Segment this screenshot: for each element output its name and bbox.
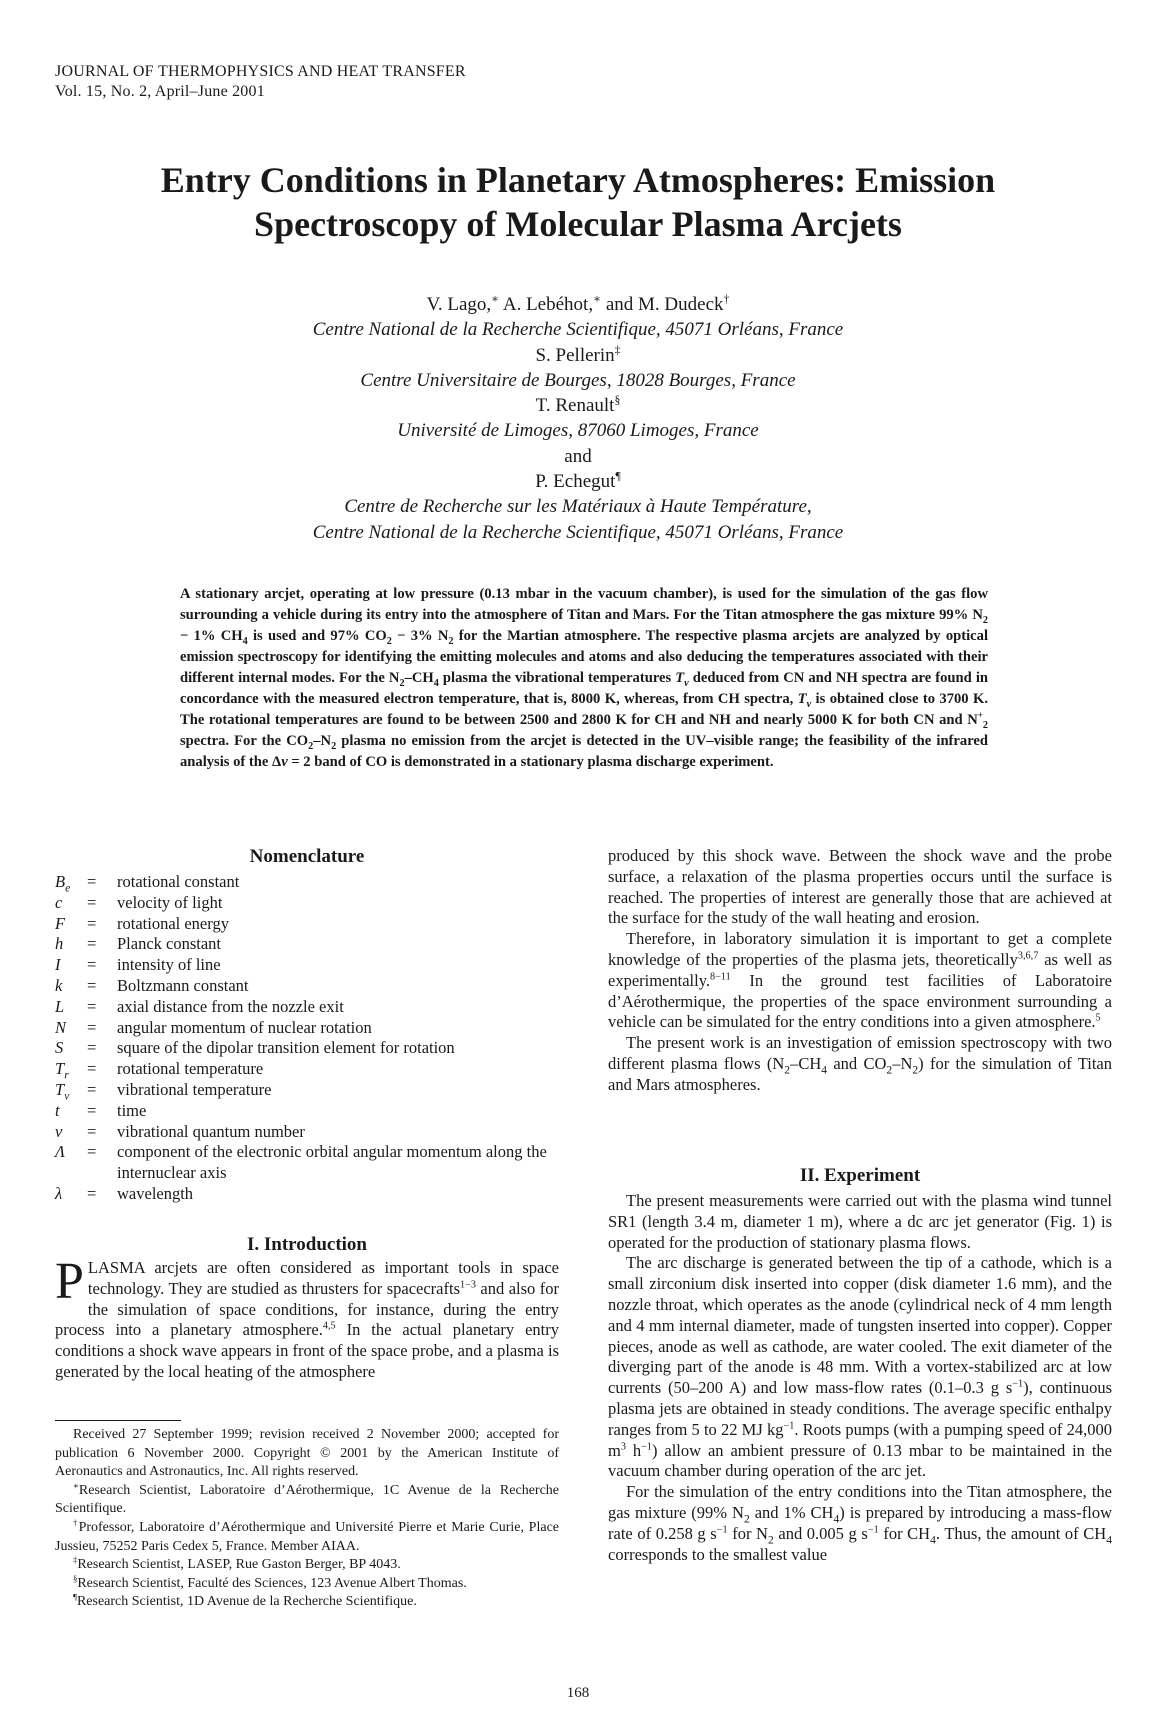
nomenclature-symbol: I — [55, 955, 61, 975]
nomenclature-definition: time — [117, 1100, 147, 1120]
nomenclature-heading: Nomenclature — [249, 846, 365, 867]
nomenclature-row — [55, 1142, 559, 1184]
nomenclature-symbol: v — [55, 1121, 63, 1141]
journal-header — [55, 62, 466, 102]
nomenclature-symbol: N — [55, 1017, 67, 1037]
nomenclature-definition: velocity of light — [117, 892, 223, 912]
affiliation: Centre National de la Recherche Scientifique, 45071 Orléans, France — [312, 319, 844, 341]
nomenclature-equals: = — [87, 975, 97, 995]
nomenclature-symbol: c — [55, 892, 63, 912]
nomenclature-row — [55, 1122, 559, 1143]
nomenclature-definition: Planck constant — [117, 934, 222, 954]
nomenclature-row — [55, 1184, 559, 1205]
nomenclature-row — [55, 955, 559, 976]
author-name: T. Renault§ — [535, 393, 621, 417]
nomenclature-equals: = — [87, 1017, 97, 1037]
nomenclature-row — [55, 1018, 559, 1039]
nomenclature-equals: = — [87, 955, 97, 975]
footnote: §Research Scientist, Faculté des Sciences, 123 Avenue Albert Thomas. — [73, 1573, 467, 1591]
nomenclature-row — [55, 997, 559, 1018]
nomenclature-definition: component of the electronic orbital angular momentum along the internuclear axis — [117, 1142, 547, 1183]
nomenclature-row — [55, 1080, 559, 1101]
footnote: †Professor, Laboratoire d’Aérothermique and Université Pierre et Marie Curie, Place Jussieu, 75252 Paris Cedex 5, France. Member AIAA. — [55, 1517, 559, 1554]
nomenclature-symbol: S — [55, 1038, 64, 1058]
paper-title: Entry Conditions in Planetary Atmospheres: Emission Spectroscopy of Molecular Plasma Arcjets — [160, 160, 996, 244]
nomenclature-equals: = — [87, 934, 97, 954]
author-name: P. Echegut¶ — [535, 469, 621, 493]
introduction-heading: I. Introduction — [246, 1234, 367, 1255]
nomenclature-symbol: h — [55, 934, 64, 954]
footnote: ¶Research Scientist, 1D Avenue de la Recherche Scientifique. — [73, 1591, 417, 1610]
nomenclature-row — [55, 1059, 559, 1080]
nomenclature-symbol: $T_r$ — [55, 1059, 69, 1082]
nomenclature-definition: rotational energy — [117, 913, 229, 933]
journal-name: JOURNAL OF THERMOPHYSICS AND HEAT TRANSFER — [55, 63, 466, 80]
nomenclature-equals: = — [87, 1100, 97, 1120]
nomenclature-equals: = — [87, 1142, 97, 1162]
nomenclature-equals: = — [87, 1038, 97, 1058]
page-number: 168 — [566, 1685, 590, 1701]
nomenclature-row — [55, 1038, 559, 1059]
nomenclature-definition: square of the dipolar transition element for rotation — [117, 1038, 455, 1058]
nomenclature-equals: = — [87, 892, 97, 912]
nomenclature-symbol: $T_v$ — [55, 1079, 70, 1103]
nomenclature-equals: = — [87, 1121, 97, 1141]
nomenclature-row — [55, 872, 559, 893]
nomenclature-row — [55, 934, 559, 955]
nomenclature-definition: axial distance from the nozzle exit — [117, 996, 344, 1016]
nomenclature-definition: angular momentum of nuclear rotation — [117, 1017, 372, 1037]
nomenclature-row — [55, 893, 559, 914]
received-note: Received 27 September 1999; revision received 2 November 2000; accepted for publication 6 November 2000. Copyright © 2001 by the American Institute of Aeronautics and Astronautics, Inc. All rights reserved. — [55, 1427, 559, 1480]
nomenclature-symbol: $B_e$ — [55, 872, 71, 895]
abstract: A stationary arcjet, operating at low pressure (0.13 mbar in the vacuum chamber), is used for the simulation of the gas flow surrounding a vehicle during its entry into the atmosphere of Titan and Mars. For the Titan atmosphere the gas mixture 99% $N_2 - 1\%$ $CH_4$ is used and 97% $CO_2 - 3\%$ $N_2$ for the Martian atmosphere. The respective plasma arcjets are analyzed by optical emission spectroscopy for identifying the emitting molecules and atoms and also deducing the temperatures associated with their different internal modes. For the $N_2-CH_4$ plasma the vibrational temperatures $T_v$ deduced from CN and NH spectra are found in concordance with the measured electron temperature, that is, 8000 K, whereas, from CH spectra, $T_v$ is obtained close to 3700 K. The rotational temperatures are found to be between 2500 and 2800 K for CH and NH and nearly 5000 K for both CN and $N^+_2$ spectra. For the $CO_2-N_2$ plasma no emission from the arcjet is detected in the UV–visible range; the feasibility of the infrared analysis of the Δv = 2 band of CO is demonstrated in a stationary plasma discharge experiment. — [180, 586, 988, 770]
nomenclature-equals: = — [87, 1079, 97, 1099]
nomenclature-list — [55, 872, 559, 1205]
nomenclature-equals: = — [87, 1059, 97, 1079]
footnote: ∗Research Scientist, Laboratoire d’Aérothermique, 1C Avenue de la Recherche Scientifique. — [55, 1480, 559, 1517]
drop-cap: P — [55, 1253, 84, 1310]
author-and: and — [564, 445, 592, 467]
footnote: ‡Research Scientist, LASEP, Rue Gaston Berger, BP 4043. — [73, 1554, 401, 1573]
nomenclature-definition: wavelength — [117, 1183, 194, 1203]
nomenclature-symbol: t — [55, 1100, 60, 1120]
nomenclature-row — [55, 976, 559, 997]
introduction-text: PLASMA arcjets are often considered as important tools in space technology. They are studied as thrusters for spacecrafts$^{1-3}$ and also for the simulation of space conditions, for instance, during the entry process into a planetary atmosphere.$^{4,5}$ In the actual planetary entry conditions a shock wave appears in front of the space probe, and a plasma is generated by the local heating of the atmosphere — [55, 1253, 559, 1381]
nomenclature-definition: vibrational temperature — [117, 1079, 272, 1099]
affiliation: Centre National de la Recherche Scientifique, 45071 Orléans, France — [312, 521, 844, 543]
nomenclature-symbol: F — [55, 913, 66, 933]
nomenclature-row — [55, 914, 559, 935]
nomenclature-definition: intensity of line — [117, 955, 221, 975]
intro-continuation: produced by this shock wave. Between the shock wave and the probe surface, a relaxation of the plasma properties occurs until the surface is reached. The properties of interest are generally those that are achieved at the surface for the study of the wall heating and erosion. Therefore, in laboratory simulation it is important to get a complete knowledge of the properties of the plasma jets, theoretically$^{3,6,7}$ as well as experimentally.$^{8-11}$ In the ground test facilities of Laboratoire d’Aérothermique, the properties of the space environment surrounding a vehicle can be simulated for the entry conditions into a given atmosphere.$^5$ The present work is an investigation of emission spectroscopy with two different plasma flows ($N_2-CH_4$ and $CO_2-N_2$) for the simulation of Titan and Mars atmospheres. — [608, 846, 1112, 1094]
footnotes — [55, 1426, 559, 1612]
nomenclature-equals: = — [87, 1183, 97, 1203]
nomenclature-symbol: k — [55, 975, 63, 995]
nomenclature-symbol: λ — [55, 1183, 63, 1203]
experiment-heading: II. Experiment — [799, 1165, 921, 1186]
nomenclature-definition: vibrational quantum number — [117, 1121, 305, 1141]
nomenclature-definition: rotational constant — [117, 872, 240, 891]
affiliation: Université de Limoges, 87060 Limoges, France — [397, 420, 759, 442]
journal-volume: Vol. 15, No. 2, April–June 2001 — [55, 83, 265, 100]
nomenclature-symbol: L — [55, 996, 65, 1016]
nomenclature-symbol: Λ — [55, 1142, 65, 1162]
affiliation: Centre Universitaire de Bourges, 18028 Bourges, France — [360, 369, 796, 391]
author-block — [100, 292, 1056, 545]
authors-line: V. Lago,∗ A. Lebéhot,∗ and M. Dudeck† — [426, 292, 730, 315]
nomenclature-equals: = — [87, 872, 97, 891]
affiliation: Centre de Recherche sur les Matériaux à Haute Température, — [344, 496, 812, 518]
nomenclature-definition: Boltzmann constant — [117, 975, 249, 995]
nomenclature-equals: = — [87, 996, 97, 1016]
nomenclature-row — [55, 1101, 559, 1122]
footnote-rule — [55, 1420, 181, 1421]
nomenclature-definition: rotational temperature — [117, 1059, 264, 1079]
nomenclature-equals: = — [87, 913, 97, 933]
author-name: S. Pellerin‡ — [535, 343, 621, 366]
experiment-text: The present measurements were carried out with the plasma wind tunnel SR1 (length 3.4 m, diameter 1 m), where a dc arc jet generator (Fig. 1) is operated for the production of stationary plasma flows. The arc discharge is generated between the tip of a cathode, which is a small zirconium disk inserted into copper (disk diameter 1.6 mm), and the nozzle throat, which operates as the anode (cylindrical neck of 4 mm length and 4 mm internal diameter, made of tungsten inserted into copper). Copper pieces, anode as well as cathode, are water cooled. The exit diameter of the diverging part of the anode is 48 mm. With a vortex-stabilized arc at low currents (50–200 A) and low mass-flow rates (0.1–0.3 g $s^{-1}$), continuous plasma jets are obtained in steady conditions. The average specific enthalpy ranges from 5 to 22 MJ $kg^{-1}$. Roots pumps (with a pumping speed of 24,000 $m^3$ $h^{-1}$) allow an ambient pressure of 0.13 mbar to be maintained in the vacuum chamber during operation of the arc jet. For the simulation of the entry conditions into the Titan atmosphere, the gas mixture (99% $N_2$ and 1% $CH_4$) is prepared by introducing a mass-flow rate of 0.258 g $s^{-1}$ for $N_2$ and 0.005 g $s^{-1}$ for $CH_4$. Thus, the amount of $CH_4$ corresponds to the smallest value — [608, 1191, 1113, 1564]
